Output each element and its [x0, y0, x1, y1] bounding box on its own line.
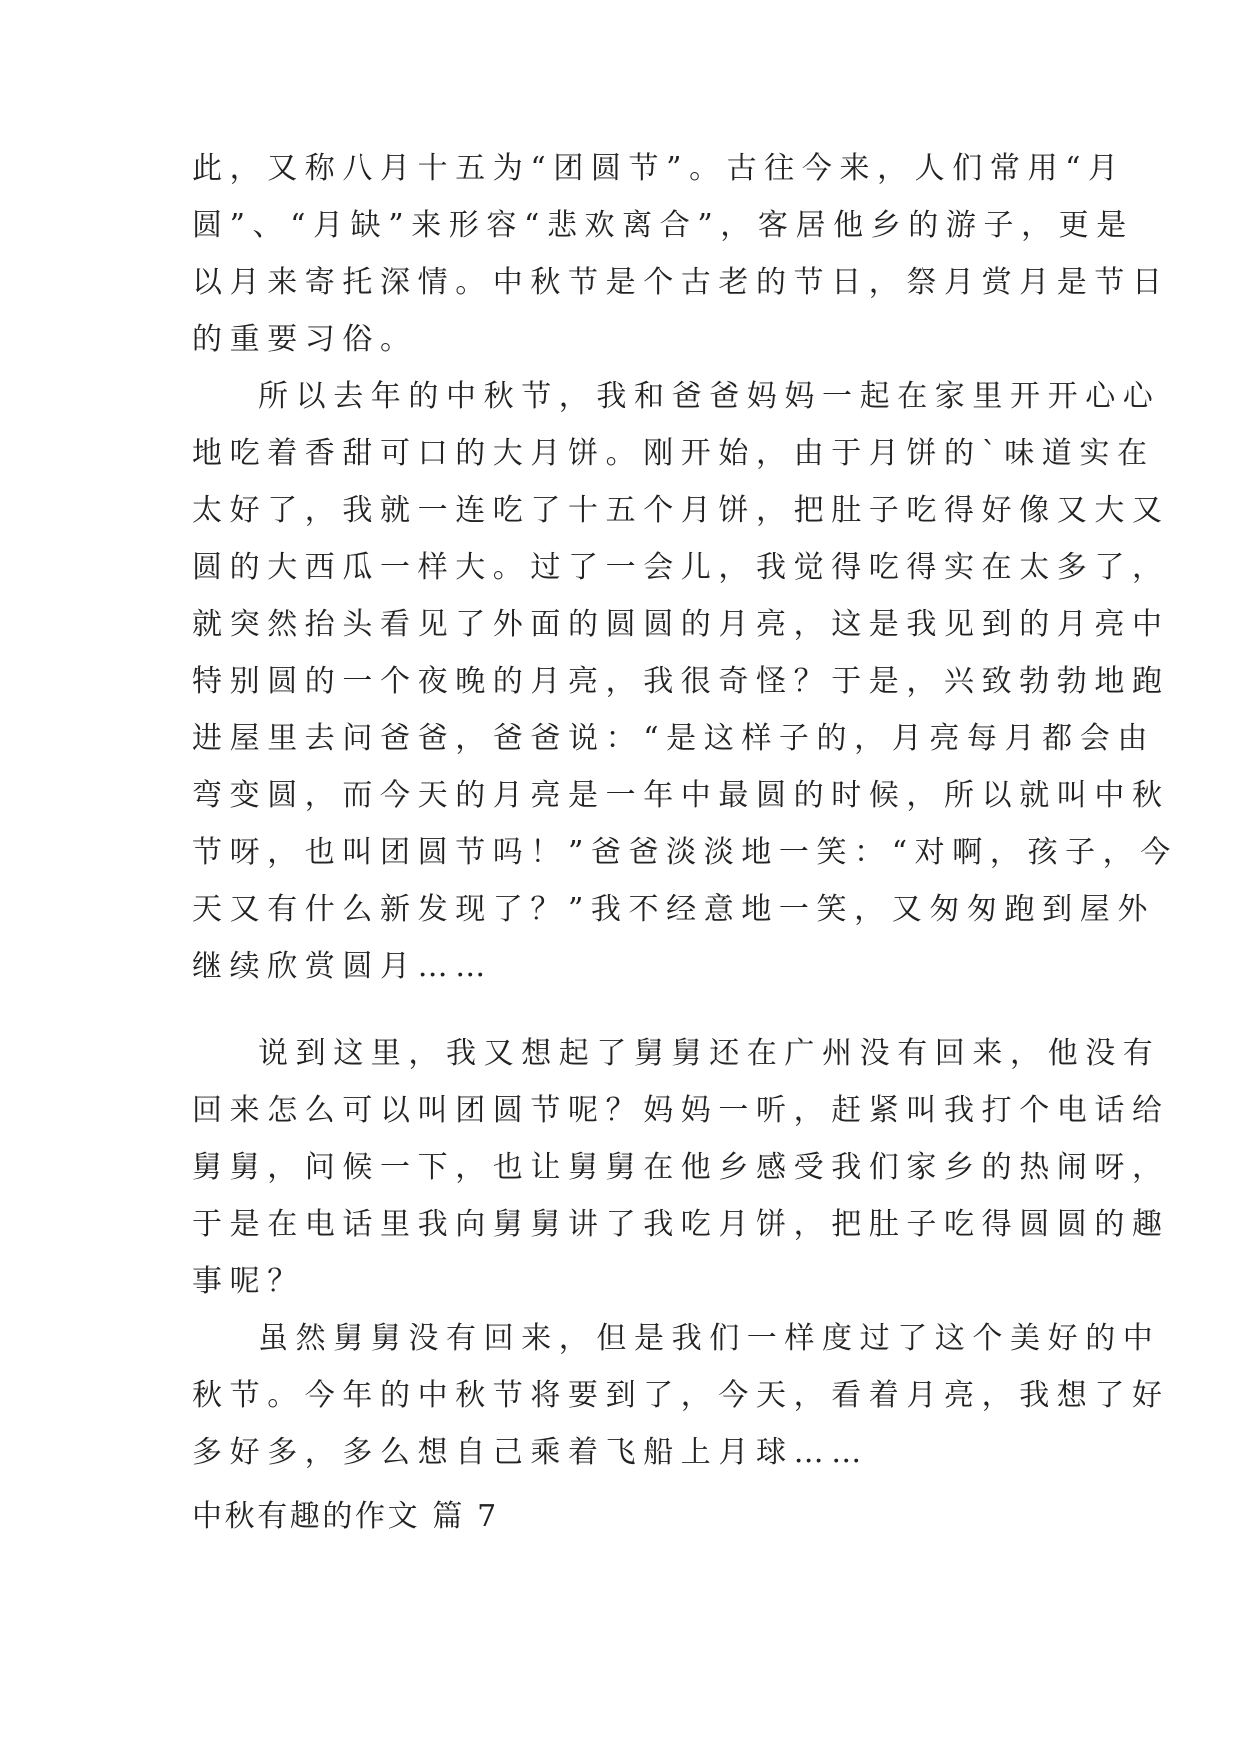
text-line: 说到这里，我又想起了舅舅还在广州没有回来，他没有	[258, 1036, 1161, 1071]
text-line: 地吃着香甜可口的大月饼。刚开始，由于月饼的`味道实在	[192, 436, 1155, 471]
paragraph-4	[192, 1310, 1170, 1481]
text-line: 回来怎么可以叫团圆节呢？妈妈一听，赶紧叫我打个电话给	[192, 1093, 1170, 1128]
text-line: 以月来寄托深情。中秋节是个古老的节日，祭月赏月是节日	[192, 265, 1170, 300]
text-line: 所以去年的中秋节，我和爸爸妈妈一起在家里开开心心	[258, 379, 1161, 414]
text-line: 的重要习俗。	[192, 322, 418, 357]
text-line: 多好多，多么想自己乘着飞船上月球……	[192, 1435, 869, 1470]
text-line: 进屋里去问爸爸，爸爸说：“是这样子的，月亮每月都会由	[192, 721, 1155, 756]
paragraph-2	[192, 368, 1178, 995]
text-line: 此，又称八月十五为“团圆节”。古往今来，人们常用“月	[192, 151, 1126, 186]
text-line: 舅舅，问候一下，也让舅舅在他乡感受我们家乡的热闹呀，	[192, 1150, 1170, 1185]
section-heading: 中秋有趣的作文 篇 7	[192, 1499, 499, 1534]
text-line: 太好了，我就一连吃了十五个月饼，把肚子吃得好像又大又	[192, 493, 1170, 528]
paragraph-3	[192, 1025, 1170, 1310]
text-line: 就突然抬头看见了外面的圆圆的月亮，这是我见到的月亮中	[192, 607, 1170, 642]
text-line: 虽然舅舅没有回来，但是我们一样度过了这个美好的中	[258, 1321, 1161, 1356]
text-line: 特别圆的一个夜晚的月亮，我很奇怪？于是，兴致勃勃地跑	[192, 664, 1170, 699]
text-line: 圆”、“月缺”来形容“悲欢离合”，客居他乡的游子，更是	[192, 208, 1134, 243]
text-line: 圆的大西瓜一样大。过了一会儿，我觉得吃得实在太多了，	[192, 550, 1170, 585]
text-line: 节呀，也叫团圆节吗！”爸爸淡淡地一笑：“对啊，孩子，今	[192, 835, 1178, 870]
text-line: 于是在电话里我向舅舅讲了我吃月饼，把肚子吃得圆圆的趣	[192, 1207, 1170, 1242]
text-line: 事呢？	[192, 1264, 305, 1299]
text-line: 秋节。今年的中秋节将要到了，今天，看着月亮，我想了好	[192, 1378, 1170, 1413]
text-line: 天又有什么新发现了？”我不经意地一笑，又匆匆跑到屋外	[192, 892, 1155, 927]
text-line: 弯变圆，而今天的月亮是一年中最圆的时候，所以就叫中秋	[192, 778, 1170, 813]
paragraph-1	[192, 140, 1170, 368]
text-line: 继续欣赏圆月……	[192, 949, 493, 984]
